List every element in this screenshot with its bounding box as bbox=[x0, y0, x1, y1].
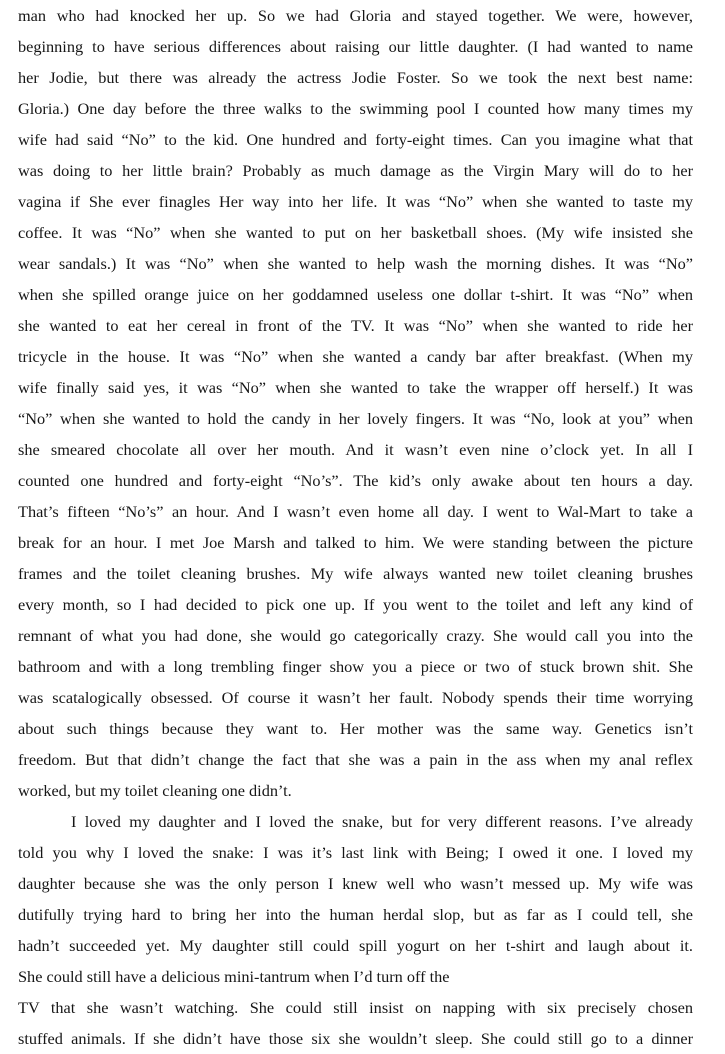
text-line: daughter because she was the only person I knew well who wasn’t messed up. My wife was bbox=[18, 874, 693, 893]
text-line: remnant of what you had done, she would go categorically crazy. She would call you into the bbox=[18, 626, 693, 645]
text-line: was doing to her little brain? Probably as much damage as the Virgin Mary will do to her bbox=[18, 161, 693, 180]
paragraph-first-line: I loved my daughter and I loved the snake, but for very different reasons. I’ve already bbox=[71, 812, 693, 831]
text-line: her Jodie, but there was already the actress Jodie Foster. So we took the next best name: bbox=[18, 68, 693, 87]
text-line: tricycle in the house. It was “No” when she wanted a candy bar after breakfast. (When my bbox=[18, 347, 693, 366]
text-line: wear sandals.) It was “No” when she wanted to help wash the morning dishes. It was “No” bbox=[18, 254, 693, 273]
text-line: wife had said “No” to the kid. One hundred and forty-eight times. Can you imagine what that bbox=[18, 130, 693, 149]
text-line: man who had knocked her up. So we had Gloria and stayed together. We were, however, bbox=[18, 6, 693, 25]
text-line: break for an hour. I met Joe Marsh and talked to him. We were standing between the picture bbox=[18, 533, 693, 552]
text-line: TV that she wasn’t watching. She could still insist on napping with six precisely chosen bbox=[18, 998, 693, 1017]
paragraph-end-line: She could still have a delicious mini-tantrum when I’d turn off the bbox=[18, 967, 450, 986]
text-line: told you why I loved the snake: I was it’s last link with Being; I owed it one. I loved my bbox=[18, 843, 693, 862]
text-line: about such things because they want to. Her mother was the same way. Genetics isn’t bbox=[18, 719, 693, 738]
text-line: “No” when she wanted to hold the candy in her lovely fingers. It was “No, look at you” when bbox=[18, 409, 693, 428]
text-line: coffee. It was “No” when she wanted to put on her basketball shoes. (My wife insisted she bbox=[18, 223, 693, 242]
text-line: when she spilled orange juice on her goddamned useless one dollar t-shirt. It was “No” when bbox=[18, 285, 693, 304]
text-line: frames and the toilet cleaning brushes. My wife always wanted new toilet cleaning brushes bbox=[18, 564, 693, 583]
text-line: hadn’t succeeded yet. My daughter still could spill yogurt on her t-shirt and laugh about it. bbox=[18, 936, 693, 955]
text-line: bathroom and with a long trembling finger show you a piece or two of stuck brown shit. She bbox=[18, 657, 693, 676]
text-line: vagina if She ever finagles Her way into her life. It was “No” when she wanted to taste my bbox=[18, 192, 693, 211]
paragraph-end-line: worked, but my toilet cleaning one didn’t. bbox=[18, 781, 292, 800]
text-line: wife finally said yes, it was “No” when she wanted to take the wrapper off herself.) It was bbox=[18, 378, 693, 397]
text-line: stuffed animals. If she didn’t have those six she wouldn’t sleep. She could still go to a dinner bbox=[18, 1029, 693, 1048]
text-line: counted one hundred and forty-eight “No’s”. The kid’s only awake about ten hours a day. bbox=[18, 471, 693, 490]
text-line: she wanted to eat her cereal in front of the TV. It was “No” when she wanted to ride her bbox=[18, 316, 693, 335]
text-line: freedom. But that didn’t change the fact that she was a pain in the ass when my anal reflex bbox=[18, 750, 693, 769]
text-line: dutifully trying hard to bring her into the human herdal slop, but as far as I could tell, she bbox=[18, 905, 693, 924]
text-line: That’s fifteen “No’s” an hour. And I wasn’t even home all day. I went to Wal-Mart to take a bbox=[18, 502, 693, 521]
text-line: beginning to have serious differences about raising our little daughter. (I had wanted to name bbox=[18, 37, 693, 56]
text-line: every month, so I had decided to pick one up. If you went to the toilet and left any kind of bbox=[18, 595, 693, 614]
text-line: she smeared chocolate all over her mouth. And it wasn’t even nine o’clock yet. In all I bbox=[18, 440, 693, 459]
body-text bbox=[18, 0, 693, 1054]
text-line: was scatalogically obsessed. Of course it wasn’t her fault. Nobody spends their time worrying bbox=[18, 688, 693, 707]
text-line: Gloria.) One day before the three walks to the swimming pool I counted how many times my bbox=[18, 99, 693, 118]
